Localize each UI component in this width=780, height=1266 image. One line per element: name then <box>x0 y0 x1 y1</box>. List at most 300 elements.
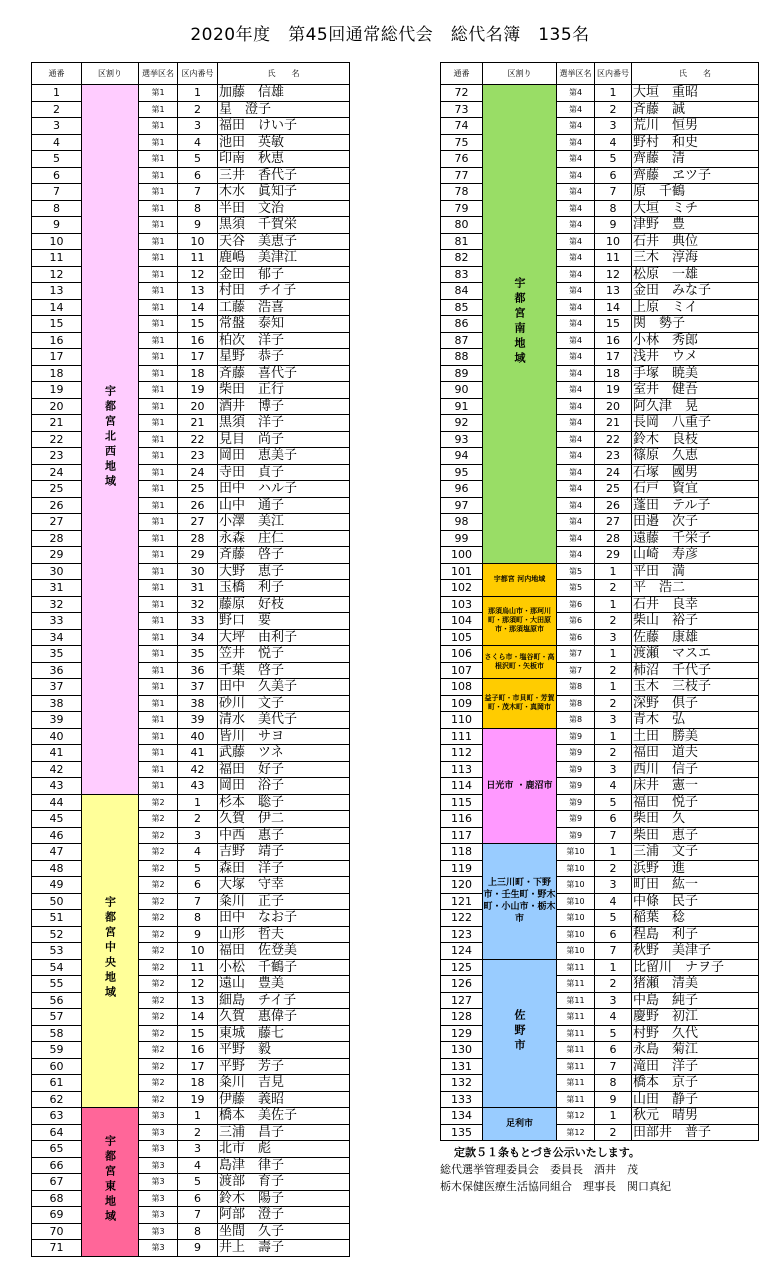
block-number: 3 <box>595 629 632 646</box>
block-name: 第1 <box>139 283 178 300</box>
table-row <box>32 415 350 432</box>
block-name: 第1 <box>139 118 178 135</box>
member-name: 山田 静子 <box>632 1091 759 1108</box>
region-label: 宇都宮南地域 <box>513 276 526 367</box>
block-number: 33 <box>178 613 218 630</box>
block-number: 15 <box>178 316 218 333</box>
serial-number: 68 <box>32 1190 82 1207</box>
serial-number: 56 <box>32 992 82 1009</box>
serial-number: 22 <box>32 431 82 448</box>
serial-number: 76 <box>441 151 483 168</box>
table-row <box>32 1240 350 1257</box>
block-name: 第1 <box>139 596 178 613</box>
block-number: 2 <box>595 580 632 597</box>
block-name: 第9 <box>557 827 595 844</box>
member-name: 西川 信子 <box>632 761 759 778</box>
table-row <box>32 877 350 894</box>
serial-number: 86 <box>441 316 483 333</box>
block-number: 29 <box>178 547 218 564</box>
block-number: 32 <box>178 596 218 613</box>
block-number: 22 <box>178 431 218 448</box>
block-number: 4 <box>595 1009 632 1026</box>
table-row <box>32 266 350 283</box>
region-cell <box>483 1108 557 1141</box>
block-number: 18 <box>595 365 632 382</box>
member-name: 粂川 吉見 <box>218 1075 350 1092</box>
header-block: 選挙区名 <box>139 63 178 85</box>
serial-number: 62 <box>32 1091 82 1108</box>
block-number: 4 <box>595 134 632 151</box>
notice-text: 定款５１条もとづき公示いたします。 <box>454 1146 640 1159</box>
block-name: 第3 <box>139 1190 178 1207</box>
block-name: 第1 <box>139 299 178 316</box>
block-name: 第1 <box>139 200 178 217</box>
block-number: 26 <box>595 497 632 514</box>
serial-number: 58 <box>32 1025 82 1042</box>
serial-number: 44 <box>32 794 82 811</box>
table-row <box>32 514 350 531</box>
block-number: 31 <box>178 580 218 597</box>
member-name: 田中 久美子 <box>218 679 350 696</box>
member-name: 斉藤 喜代子 <box>218 365 350 382</box>
block-number: 9 <box>178 1240 218 1257</box>
block-name: 第1 <box>139 382 178 399</box>
serial-number: 94 <box>441 448 483 465</box>
block-name: 第4 <box>557 134 595 151</box>
member-name: 斉藤 誠 <box>632 101 759 118</box>
header-serial: 通番 <box>441 63 483 85</box>
block-name: 第4 <box>557 167 595 184</box>
block-number: 2 <box>595 976 632 993</box>
member-name: 工藤 浩喜 <box>218 299 350 316</box>
serial-number: 132 <box>441 1075 483 1092</box>
block-name: 第2 <box>139 1058 178 1075</box>
block-number: 13 <box>178 283 218 300</box>
table-row <box>32 662 350 679</box>
block-name: 第1 <box>139 481 178 498</box>
member-name: 大垣 ミチ <box>632 200 759 217</box>
block-number: 40 <box>178 728 218 745</box>
serial-number: 21 <box>32 415 82 432</box>
block-number: 2 <box>595 662 632 679</box>
serial-number: 50 <box>32 893 82 910</box>
block-number: 3 <box>178 118 218 135</box>
serial-number: 131 <box>441 1058 483 1075</box>
serial-number: 105 <box>441 629 483 646</box>
serial-number: 120 <box>441 877 483 894</box>
table-row <box>32 167 350 184</box>
table-row <box>441 646 759 663</box>
member-name: 永島 菊江 <box>632 1042 759 1059</box>
block-number: 3 <box>595 877 632 894</box>
block-number: 28 <box>178 530 218 547</box>
member-name: 杉本 聡子 <box>218 794 350 811</box>
block-name: 第12 <box>557 1108 595 1125</box>
block-number: 1 <box>595 646 632 663</box>
member-name: 土田 勝美 <box>632 728 759 745</box>
block-name: 第3 <box>139 1124 178 1141</box>
block-number: 3 <box>178 1141 218 1158</box>
block-number: 16 <box>595 332 632 349</box>
member-name: 寺田 貞子 <box>218 464 350 481</box>
block-name: 第4 <box>557 382 595 399</box>
block-name: 第7 <box>557 646 595 663</box>
block-name: 第12 <box>557 1124 595 1141</box>
block-name: 第4 <box>557 431 595 448</box>
block-name: 第2 <box>139 1091 178 1108</box>
member-name: 三浦 昌子 <box>218 1124 350 1141</box>
table-row <box>32 1058 350 1075</box>
serial-number: 115 <box>441 794 483 811</box>
serial-number: 15 <box>32 316 82 333</box>
table-row <box>32 580 350 597</box>
member-name: 印南 秋恵 <box>218 151 350 168</box>
block-name: 第11 <box>557 976 595 993</box>
block-name: 第1 <box>139 778 178 795</box>
serial-number: 65 <box>32 1141 82 1158</box>
member-name: 森田 洋子 <box>218 860 350 877</box>
block-number: 6 <box>178 1190 218 1207</box>
block-number: 1 <box>595 85 632 102</box>
serial-number: 25 <box>32 481 82 498</box>
serial-number: 106 <box>441 646 483 663</box>
member-name: 三木 淳海 <box>632 250 759 267</box>
block-name: 第2 <box>139 943 178 960</box>
block-number: 14 <box>178 1009 218 1026</box>
serial-number: 40 <box>32 728 82 745</box>
block-name: 第6 <box>557 596 595 613</box>
serial-number: 63 <box>32 1108 82 1125</box>
block-number: 7 <box>178 1207 218 1224</box>
block-name: 第3 <box>139 1174 178 1191</box>
block-number: 18 <box>178 365 218 382</box>
member-name: 渡瀬 マスエ <box>632 646 759 663</box>
block-number: 5 <box>178 860 218 877</box>
block-name: 第9 <box>557 745 595 762</box>
block-number: 9 <box>178 217 218 234</box>
serial-number: 11 <box>32 250 82 267</box>
table-row <box>32 695 350 712</box>
serial-number: 91 <box>441 398 483 415</box>
member-name: 石井 典位 <box>632 233 759 250</box>
block-number: 24 <box>595 464 632 481</box>
block-number: 6 <box>595 167 632 184</box>
block-number: 5 <box>595 151 632 168</box>
member-name: 玉木 三枝子 <box>632 679 759 696</box>
serial-number: 118 <box>441 844 483 861</box>
table-row <box>32 1141 350 1158</box>
serial-number: 31 <box>32 580 82 597</box>
member-name: 柴山 裕子 <box>632 613 759 630</box>
serial-number: 99 <box>441 530 483 547</box>
member-name: 石井 良幸 <box>632 596 759 613</box>
serial-number: 93 <box>441 431 483 448</box>
member-name: 酒井 博子 <box>218 398 350 415</box>
header-serial: 通番 <box>32 63 82 85</box>
table-row <box>32 250 350 267</box>
member-name: 井上 壽子 <box>218 1240 350 1257</box>
block-name: 第11 <box>557 992 595 1009</box>
table-row <box>32 893 350 910</box>
member-name: 平 浩二 <box>632 580 759 597</box>
block-number: 41 <box>178 745 218 762</box>
region-cell <box>483 844 557 960</box>
member-name: 粂川 正子 <box>218 893 350 910</box>
block-name: 第9 <box>557 761 595 778</box>
serial-number: 130 <box>441 1042 483 1059</box>
block-name: 第4 <box>557 448 595 465</box>
member-name: 三井 香代子 <box>218 167 350 184</box>
member-name: 手塚 暁美 <box>632 365 759 382</box>
block-number: 17 <box>595 349 632 366</box>
header-region: 区割り <box>82 63 139 85</box>
region-label: 宇都宮中央地域 <box>103 896 117 1002</box>
block-number: 2 <box>595 745 632 762</box>
block-name: 第2 <box>139 959 178 976</box>
block-number: 7 <box>595 943 632 960</box>
serial-number: 59 <box>32 1042 82 1059</box>
block-number: 27 <box>595 514 632 531</box>
block-name: 第2 <box>139 926 178 943</box>
block-number: 14 <box>178 299 218 316</box>
block-name: 第10 <box>557 877 595 894</box>
block-name: 第4 <box>557 316 595 333</box>
region-label: 宇都宮北西地域 <box>103 384 117 490</box>
table-row <box>441 679 759 696</box>
block-name: 第1 <box>139 613 178 630</box>
serial-number: 102 <box>441 580 483 597</box>
block-name: 第6 <box>557 629 595 646</box>
member-name: 佐藤 康雄 <box>632 629 759 646</box>
member-name: 津野 豊 <box>632 217 759 234</box>
block-number: 24 <box>178 464 218 481</box>
serial-number: 60 <box>32 1058 82 1075</box>
block-name: 第4 <box>557 200 595 217</box>
block-number: 25 <box>178 481 218 498</box>
member-name: 野村 和史 <box>632 134 759 151</box>
block-number: 26 <box>178 497 218 514</box>
serial-number: 12 <box>32 266 82 283</box>
member-name: 小松 千鶴子 <box>218 959 350 976</box>
serial-number: 122 <box>441 910 483 927</box>
serial-number: 79 <box>441 200 483 217</box>
serial-number: 71 <box>32 1240 82 1257</box>
block-name: 第10 <box>557 926 595 943</box>
block-number: 2 <box>178 811 218 828</box>
block-name: 第11 <box>557 1009 595 1026</box>
table-row <box>32 134 350 151</box>
serial-number: 8 <box>32 200 82 217</box>
region-cell <box>483 85 557 564</box>
serial-number: 103 <box>441 596 483 613</box>
serial-number: 23 <box>32 448 82 465</box>
member-name: 石塚 國男 <box>632 464 759 481</box>
member-name: 浜野 進 <box>632 860 759 877</box>
block-number: 4 <box>595 893 632 910</box>
region-cell <box>82 85 139 795</box>
serial-number: 46 <box>32 827 82 844</box>
serial-number: 20 <box>32 398 82 415</box>
table-row <box>32 1157 350 1174</box>
region-label: さくら市・塩谷町・高根沢町・矢板市 <box>484 653 555 670</box>
region-cell <box>483 646 557 679</box>
header-name: 氏 名 <box>632 63 759 85</box>
block-name: 第10 <box>557 860 595 877</box>
serial-number: 85 <box>441 299 483 316</box>
member-name: 柏次 洋子 <box>218 332 350 349</box>
block-name: 第1 <box>139 332 178 349</box>
table-row <box>32 547 350 564</box>
block-number: 15 <box>595 316 632 333</box>
block-number: 1 <box>595 596 632 613</box>
block-number: 5 <box>595 794 632 811</box>
table-row <box>32 860 350 877</box>
block-number: 37 <box>178 679 218 696</box>
block-name: 第1 <box>139 530 178 547</box>
roster-table-right <box>440 62 759 1141</box>
serial-number: 123 <box>441 926 483 943</box>
member-name: 中西 惠子 <box>218 827 350 844</box>
member-name: 東城 藤七 <box>218 1025 350 1042</box>
serial-number: 116 <box>441 811 483 828</box>
block-name: 第1 <box>139 679 178 696</box>
serial-number: 92 <box>441 415 483 432</box>
table-row <box>32 745 350 762</box>
block-name: 第1 <box>139 431 178 448</box>
serial-number: 81 <box>441 233 483 250</box>
region-label: 那須烏山市・那珂川町・那須町・大田原市・那須塩原市 <box>488 607 551 634</box>
block-number: 1 <box>595 1108 632 1125</box>
block-number: 42 <box>178 761 218 778</box>
table-row <box>32 481 350 498</box>
serial-number: 38 <box>32 695 82 712</box>
table-row <box>32 728 350 745</box>
block-number: 35 <box>178 646 218 663</box>
serial-number: 43 <box>32 778 82 795</box>
table-row <box>32 1009 350 1026</box>
member-name: 松原 一雄 <box>632 266 759 283</box>
block-number: 5 <box>178 151 218 168</box>
serial-number: 53 <box>32 943 82 960</box>
member-name: 山形 哲夫 <box>218 926 350 943</box>
table-row <box>32 151 350 168</box>
member-name: 天谷 美恵子 <box>218 233 350 250</box>
member-name: 久賀 伊二 <box>218 811 350 828</box>
block-number: 13 <box>595 283 632 300</box>
serial-number: 75 <box>441 134 483 151</box>
region-cell <box>483 679 557 729</box>
block-number: 3 <box>595 712 632 729</box>
region-label: 益子町・市貝町・芳賀町・茂木町・真岡市 <box>484 694 555 712</box>
member-name: 伊藤 義昭 <box>218 1091 350 1108</box>
table-row <box>32 382 350 399</box>
block-name: 第1 <box>139 365 178 382</box>
block-name: 第1 <box>139 167 178 184</box>
region-cell <box>483 596 557 646</box>
serial-number: 24 <box>32 464 82 481</box>
serial-number: 73 <box>441 101 483 118</box>
member-name: 柿沼 千代子 <box>632 662 759 679</box>
serial-number: 95 <box>441 464 483 481</box>
table-row <box>32 761 350 778</box>
member-name: 関 勢子 <box>632 316 759 333</box>
block-name: 第2 <box>139 794 178 811</box>
block-name: 第1 <box>139 580 178 597</box>
table-row <box>32 431 350 448</box>
serial-number: 66 <box>32 1157 82 1174</box>
block-number: 1 <box>595 563 632 580</box>
member-name: 大垣 重昭 <box>632 85 759 102</box>
member-name: 滝田 洋子 <box>632 1058 759 1075</box>
block-number: 15 <box>178 1025 218 1042</box>
block-name: 第4 <box>557 118 595 135</box>
block-number: 1 <box>595 728 632 745</box>
block-name: 第4 <box>557 530 595 547</box>
block-name: 第4 <box>557 332 595 349</box>
block-name: 第1 <box>139 761 178 778</box>
block-name: 第4 <box>557 184 595 201</box>
table-row <box>32 316 350 333</box>
member-name: 笠井 悦子 <box>218 646 350 663</box>
block-name: 第3 <box>139 1223 178 1240</box>
block-name: 第10 <box>557 844 595 861</box>
table-row <box>32 1075 350 1092</box>
block-number: 1 <box>595 959 632 976</box>
serial-number: 104 <box>441 613 483 630</box>
table-row <box>32 118 350 135</box>
block-name: 第1 <box>139 250 178 267</box>
block-name: 第8 <box>557 679 595 696</box>
block-number: 4 <box>178 844 218 861</box>
table-row <box>32 943 350 960</box>
block-number: 6 <box>595 926 632 943</box>
block-name: 第4 <box>557 497 595 514</box>
block-name: 第2 <box>139 877 178 894</box>
member-name: 猪瀬 清美 <box>632 976 759 993</box>
member-name: 池田 英敏 <box>218 134 350 151</box>
region-label: 日光市 ・鹿沼市 <box>486 780 553 791</box>
block-number: 11 <box>595 250 632 267</box>
block-number: 4 <box>178 134 218 151</box>
member-name: 小澤 美江 <box>218 514 350 531</box>
serial-number: 47 <box>32 844 82 861</box>
block-number: 27 <box>178 514 218 531</box>
serial-number: 19 <box>32 382 82 399</box>
serial-number: 121 <box>441 893 483 910</box>
table-row <box>32 596 350 613</box>
block-number: 1 <box>595 844 632 861</box>
serial-number: 34 <box>32 629 82 646</box>
table-row <box>32 563 350 580</box>
member-name: 村田 チイ子 <box>218 283 350 300</box>
block-name: 第8 <box>557 695 595 712</box>
block-number: 2 <box>595 101 632 118</box>
block-name: 第11 <box>557 1058 595 1075</box>
serial-number: 51 <box>32 910 82 927</box>
block-name: 第2 <box>139 827 178 844</box>
serial-number: 109 <box>441 695 483 712</box>
block-name: 第1 <box>139 712 178 729</box>
block-name: 第1 <box>139 646 178 663</box>
block-number: 9 <box>595 217 632 234</box>
block-name: 第1 <box>139 266 178 283</box>
block-number: 12 <box>178 266 218 283</box>
member-name: 山崎 寿彦 <box>632 547 759 564</box>
serial-number: 18 <box>32 365 82 382</box>
table-row <box>32 1223 350 1240</box>
block-name: 第2 <box>139 976 178 993</box>
member-name: 見目 尚子 <box>218 431 350 448</box>
